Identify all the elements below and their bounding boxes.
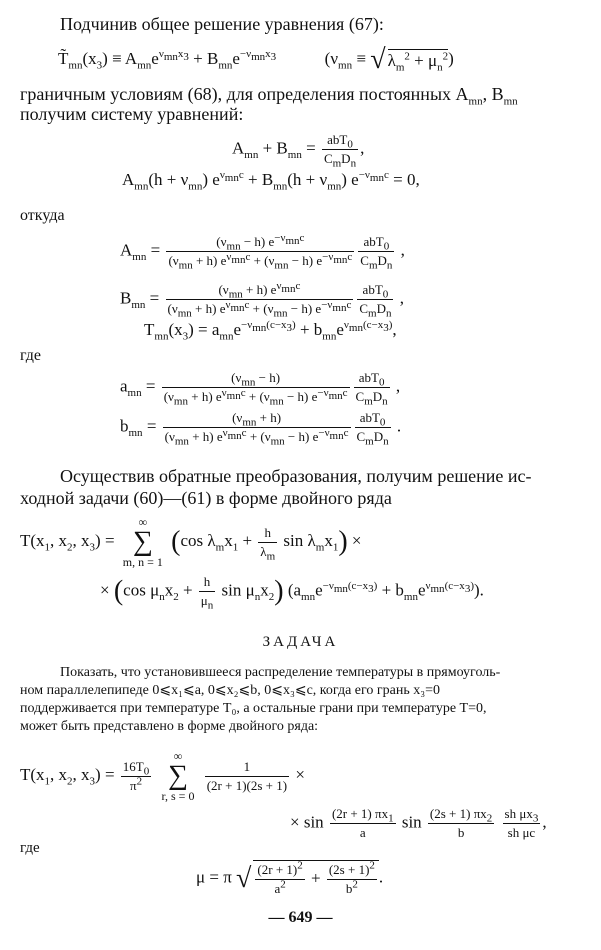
equation-series-line-2: × (cos $\mu_nx_2$ + $\frac{h}{\mu_n}$ $\sin \mu_nx_2$) $(a_{mn}e^{-\nu_{mn}(c-x_3)} + b_{mn}e^{\nu_{mn}(c-x_3)})$.	[100, 574, 484, 612]
word-otkuda: откуда	[20, 207, 65, 224]
word-gde-1: где	[20, 347, 42, 364]
equation-system-1: $A_{mn} + B_{mn}$ = $\frac{abT_0}{C_mD_n}$ ,	[232, 132, 365, 170]
paragraph-inverse-transform-1: Осуществив обратные преобразования, получим решение ис-	[60, 466, 532, 486]
page-number: — 649 —	[268, 909, 333, 926]
word-gde-2: где	[20, 840, 40, 856]
equation-small-b: $b_{mn}$ = $\frac{(\nu_{mn} + h)}{(\nu_{mn} + h) e^{\nu_{mn}c} + (\nu_{mn} - h) e^{-\nu_{mn}c}}$ $\frac{abT_0}{C_mD_n}$ .	[120, 410, 402, 448]
section-heading: ЗАДАЧА	[262, 634, 339, 650]
task-line-1: Показать, что установившееся распределение температуры в прямоуголь-	[60, 665, 501, 680]
equation-task-series-1: $T(x_1$, $x_2$, $x_3$) = $\frac{16T_0}{\pi^2}$ ∞ ∑ r, s = 0 $\frac{1}{(2r + 1)(2s + 1)}$ ×	[20, 749, 305, 803]
equation-mu: μ = π √ $\frac{(2r + 1)^2}{a^2}$ + $\frac{(2s + 1)^2}{b^2}$ .	[196, 859, 384, 896]
paragraph-system: получим систему уравнений:	[20, 104, 244, 124]
equation-series-line-1: $T(x_1$, $x_2$, $x_3$) = ∞ ∑ m, n = 1 (cos $\lambda_mx_1$ + $\frac{h}{\lambda_m}$ $\sin \lambda_mx_1$) ×	[20, 515, 362, 569]
task-line-4: может быть представлено в форме двойного ряда:	[20, 719, 319, 734]
equation-small-a: $a_{mn}$ = $\frac{(\nu_{mn} - h)}{(\nu_{mn} + h) e^{\nu_{mn}c} + (\nu_{mn} - h) e^{-\nu_{mn}c}}$ $\frac{abT_0}{C_mD_n}$ ,	[120, 370, 401, 408]
paragraph-inverse-transform-2: ходной задачи (60)—(61) в форме двойного ряда	[20, 488, 392, 508]
task-line-3: поддерживается при температуре T₀, а остальные грани при температуре T=0,	[20, 701, 487, 716]
task-line-2: ном параллелепипеде 0⩽x₁⩽a, 0⩽x₂⩽b, 0⩽x₃⩽c, когда его грань x₃=0	[20, 683, 440, 698]
equation-general-solution: $T̃_{mn}(x_3) \equiv A_{mn}e^{\nu_{mn}x_3} + B_{mn}e^{-\nu_{mn}x_3}$ ($\nu_{mn}$ ≡ √ $\lambda_m^2 + \mu_n^2$)	[58, 44, 454, 75]
paragraph-boundary-text: граничным условиям (68), для определения постоянных A	[20, 84, 469, 104]
equation-task-series-2: × sin $\frac{(2r + 1) \pi x_1}{a}$ sin $\frac{(2s + 1) \pi x_2}{b}$ $\frac{sh \mu x_3}{\text{sh μc}}$ ,	[290, 806, 547, 840]
paragraph-boundary-conditions: граничным условиям (68), для определения постоянных $A_{mn}$, $B_{mn}$	[20, 84, 518, 108]
equation-system-2: $A_{mn}(h + \nu_{mn}) e^{\nu_{mn}c} + B_{mn}(h + \nu_{mn}) e^{-\nu_{mn}c} = 0$,	[122, 169, 420, 193]
paragraph-intro: Подчинив общее решение уравнения (67):	[60, 14, 384, 34]
equation-t-mn: $T_{mn}(x_3) = a_{mn}e^{-\nu_{mn}(c-x_3)} + b_{mn}e^{\nu_{mn}(c-x_3)}$,	[144, 319, 397, 343]
equation-a-coefficient: $A_{mn}$ = $\frac{(\nu_{mn} - h) e^{-\nu_{mn}c}}{(\nu_{mn} + h) e^{\nu_{mn}c} + (\nu_{mn} - h) e^{-\nu_{mn}c}}$ $\frac{abT_0}{C_mD_n}$ ,	[120, 231, 405, 272]
equation-b-coefficient: $B_{mn}$ = $\frac{(\nu_{mn} + h) e^{\nu_{mn}c}}{(\nu_{mn} + h) e^{\nu_{mn}c} + (\nu_{mn} - h) e^{-\nu_{mn}c}}$ $\frac{abT_0}{C_mD_n}$ ,	[120, 279, 404, 320]
